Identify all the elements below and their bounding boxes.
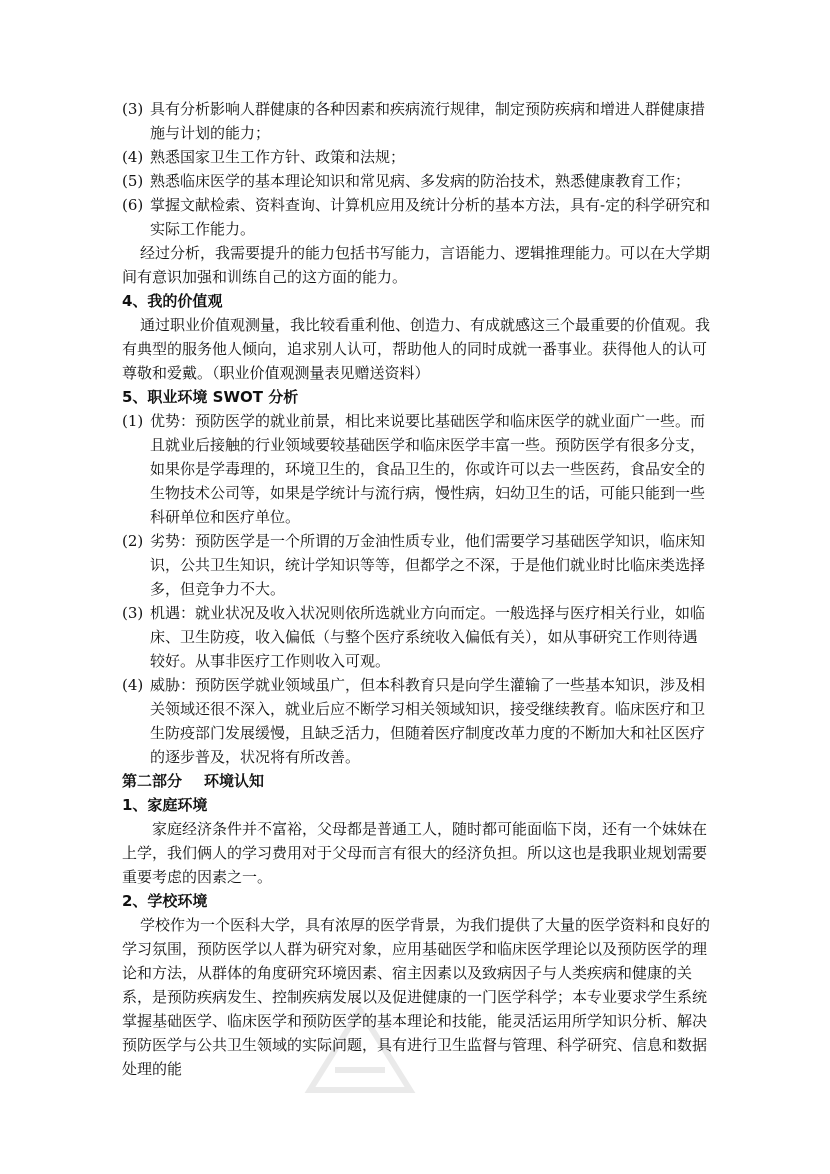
- item-text: 优势：预防医学的就业前景，相比来说要比基础医学和临床医学的就业面广一些。而且就业后接触的行业领域要较基础医学和临床医学丰富一些。预防医学有很多分支，如果你是学毒理的，环境卫生的，食品卫生的，你或许可以去一些医药，食品安全的生物技术公司等，如果是学统计与流行病，慢性病，妇幼卫生的话，可能只能到一些科研单位和医疗单位。: [150, 412, 706, 526]
- item-number: (4): [122, 148, 144, 166]
- item-number: (2): [122, 532, 144, 550]
- list-item: [122, 97, 712, 145]
- item-number: (1): [122, 412, 144, 430]
- part2-heading-label: 第二部分: [122, 772, 183, 790]
- item-number: (3): [122, 604, 144, 622]
- part2-heading-title: 环境认知: [204, 772, 265, 790]
- values-heading: 4、我的价值观: [122, 292, 223, 310]
- item-number: (6): [122, 196, 144, 214]
- item-text: 熟悉国家卫生工作方针、政策和法规；: [150, 148, 406, 166]
- analysis-paragraph: 经过分析，我需要提升的能力包括书写能力，言语能力、逻辑推理能力。可以在大学期间有意识加强和训练自己的这方面的能力。: [122, 244, 711, 286]
- swot-item: [122, 409, 712, 529]
- item-text: 劣势：预防医学是一个所谓的万金油性质专业，他们需要学习基础医学知识，临床知识，公共卫生知识，统计学知识等等，但都学之不深，于是他们就业时比临床类选择多，但竞争力不大。: [150, 532, 706, 598]
- values-paragraph: 通过职业价值观测量，我比较看重利他、创造力、有成就感这三个最重要的价值观。我有典型的服务他人倾向，追求别人认可，帮助他人的同时成就一番事业。获得他人的认可尊敬和爱戴。（职业价值观测量表见赠送资料）: [122, 316, 711, 382]
- item-text: 威胁：预防医学就业领域虽广，但本科教育只是向学生灌输了一些基本知识，涉及相关领域还很不深入，就业后应不断学习相关领域知识，接受继续教育。临床医疗和卫生防疫部门发展缓慢，且缺乏活力，但随着医疗制度改革力度的不断加大和社区医疗的逐步普及，状况将有所改善。: [150, 676, 706, 766]
- item-number: (5): [122, 172, 144, 190]
- watermark-icon: [300, 1000, 420, 1100]
- document-body: [122, 97, 712, 1081]
- item-text: 具有分析影响人群健康的各种因素和疾病流行规律，制定预防疾病和增进人群健康措施与计划的能力；: [150, 100, 706, 142]
- list-item: [122, 145, 712, 169]
- family-paragraph: 家庭经济条件并不富裕，父母都是普通工人，随时都可能面临下岗，还有一个妹妹在上学，我们俩人的学习费用对于父母而言有很大的经济负担。所以这也是我职业规划需要重要考虑的因素之一。: [122, 820, 708, 886]
- school-heading: 2、学校环境: [122, 892, 208, 910]
- item-number: (3): [122, 100, 144, 118]
- item-text: 熟悉临床医学的基本理论知识和常见病、多发病的防治技术，熟悉健康教育工作；: [150, 172, 691, 190]
- list-item: [122, 169, 712, 193]
- school-paragraph: 学校作为一个医科大学，具有浓厚的医学背景，为我们提供了大量的医学资料和良好的学习氛围，预防医学以人群为研究对象，应用基础医学和临床医学理论以及预防医学的理论和方法，从群体的角度研究环境因素、宿主因素以及致病因子与人类疾病和健康的关系，是预防疾病发生、控制疾病发展以及促进健康的一门医学科学；本专业要求学生系统掌握基础医学、临床医学和预防医学的基本理论和技能，能灵活运用所学知识分析、解决预防医学与公共卫生领域的实际问题，具有进行卫生监督与管理、科学研究、信息和数据处理的能: [122, 916, 711, 1078]
- swot-item: [122, 529, 712, 601]
- part2-heading: [122, 769, 712, 793]
- swot-item: [122, 673, 712, 769]
- family-heading: 1、家庭环境: [122, 796, 208, 814]
- item-text: 掌握文献检索、资料查询、计算机应用及统计分析的基本方法，具有-定的科学研究和实际工作能力。: [150, 196, 711, 238]
- item-text: 机遇：就业状况及收入状况则依所选就业方向而定。一般选择与医疗相关行业，如临床、卫生防疫，收入偏低（与整个医疗系统收入偏低有关），如从事研究工作则待遇较好。从事非医疗工作则收入可观。: [150, 604, 706, 670]
- list-item: [122, 193, 712, 241]
- item-number: (4): [122, 676, 144, 694]
- swot-heading: 5、职业环境 SWOT 分析: [122, 388, 299, 406]
- swot-item: [122, 601, 712, 673]
